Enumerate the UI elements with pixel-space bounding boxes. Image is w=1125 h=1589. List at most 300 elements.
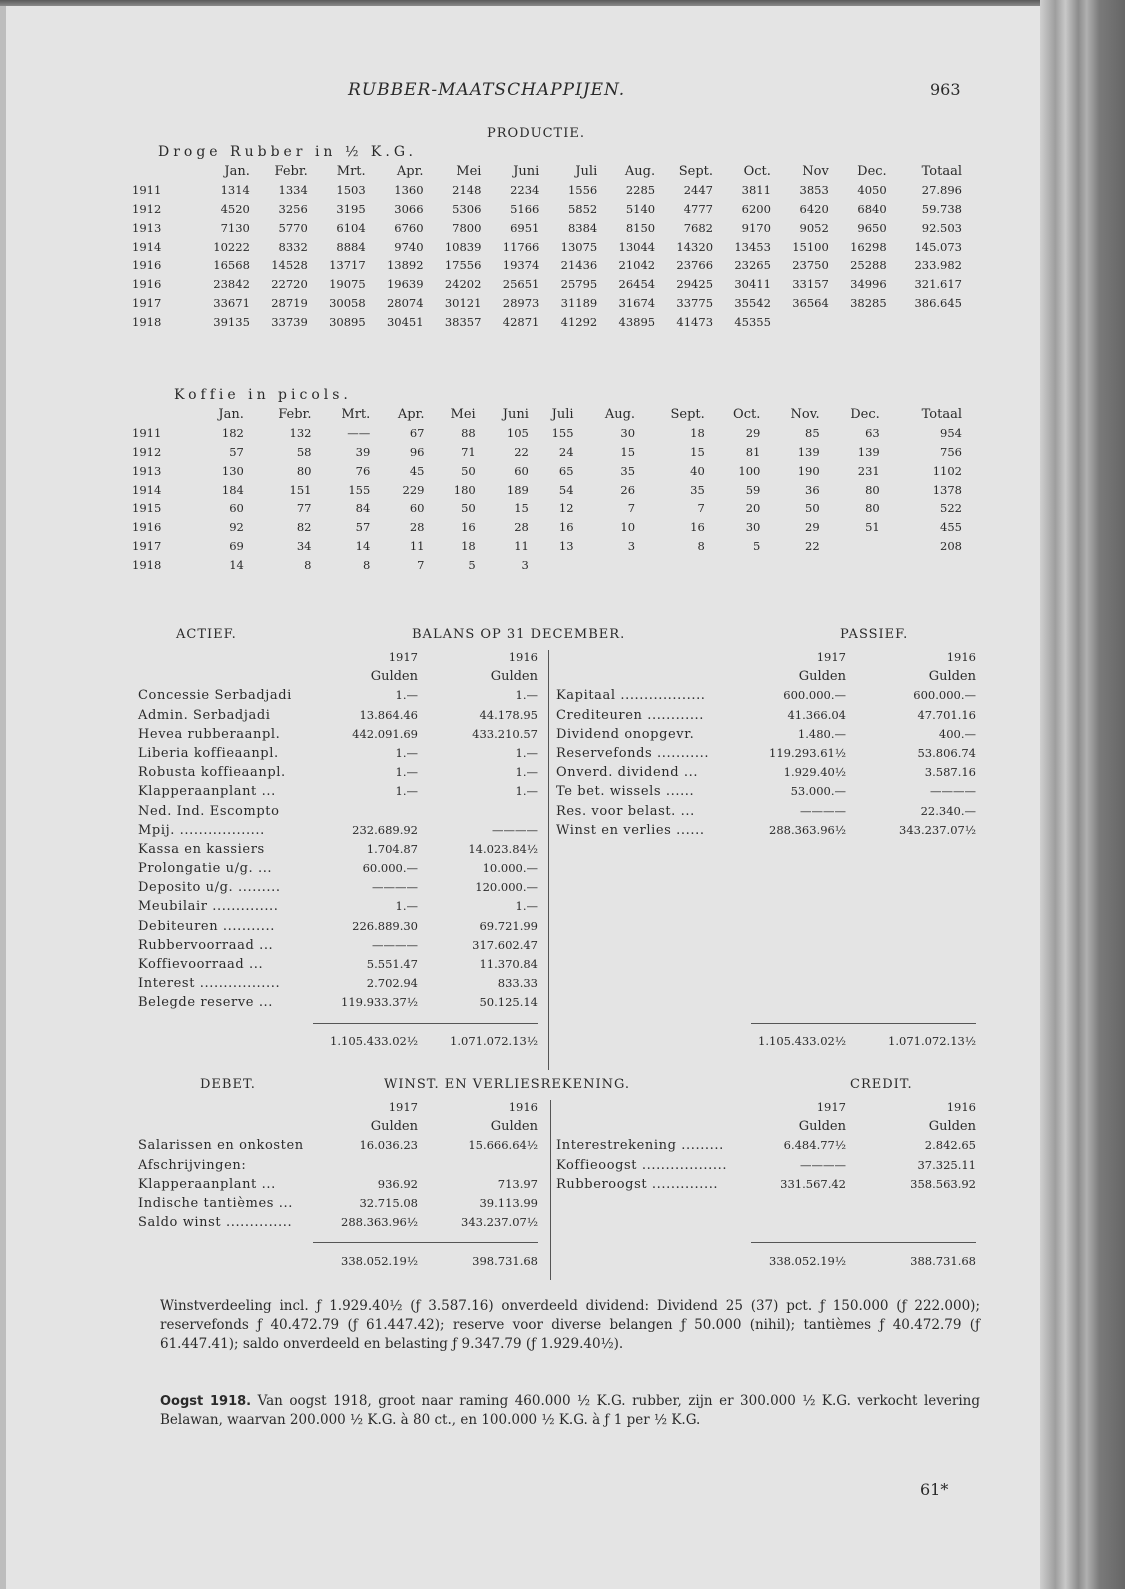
- value-cell: 13: [558, 538, 574, 553]
- total-1916: 1.071.072.13½: [888, 1033, 976, 1048]
- column-header: Mei: [450, 406, 476, 422]
- value-cell: 15100: [792, 239, 829, 254]
- value-cell: 5140: [625, 201, 656, 216]
- value-cell: 5166: [510, 201, 540, 216]
- value-cell: 7800: [452, 220, 482, 235]
- value-cell: 145.073: [914, 239, 962, 254]
- table-row: [132, 294, 962, 313]
- table-row: [132, 424, 962, 443]
- value-cell: 88: [461, 426, 476, 441]
- passief-list: [556, 648, 976, 1051]
- column-header: Totaal: [921, 163, 962, 179]
- value-cell: 180: [453, 482, 476, 497]
- rule-line: [751, 1242, 976, 1243]
- unit-1917: Gulden: [798, 669, 846, 685]
- value-1916: 1.—: [515, 745, 538, 760]
- value-cell: 13044: [618, 239, 656, 254]
- value-cell: 38357: [444, 314, 482, 329]
- debet-list: [138, 1098, 548, 1271]
- value-cell: 22720: [271, 277, 308, 292]
- ledger-label: Ned. Ind. Escompto: [138, 803, 280, 819]
- total-1916: 1.071.072.13½: [450, 1033, 538, 1048]
- value-cell: 522: [940, 501, 962, 516]
- total-1917: 338.052.19½: [769, 1253, 846, 1268]
- rule-line: [313, 1023, 538, 1024]
- value-cell: 34: [296, 538, 312, 553]
- value-cell: 30451: [386, 314, 424, 329]
- totals-row: [138, 1252, 548, 1271]
- unit-1916: Gulden: [490, 669, 538, 685]
- column-header: Sept.: [678, 163, 714, 179]
- year-cell: 1911: [132, 183, 162, 198]
- value-1916: 53.806.74: [917, 745, 976, 760]
- ledger-label: Salarissen en onkosten: [138, 1138, 304, 1154]
- spacer: [556, 936, 976, 955]
- ledger-row: [138, 974, 548, 993]
- value-1916: 343.237.07½: [899, 822, 976, 837]
- year-header: [132, 405, 192, 424]
- value-1916: 11.370.84: [479, 957, 538, 971]
- value-cell: 6104: [336, 220, 366, 235]
- value-cell: 58: [296, 444, 312, 459]
- value-1916: 1.—: [515, 784, 538, 799]
- value-cell: 19075: [329, 277, 366, 292]
- year-1916: 1916: [946, 650, 976, 664]
- table-row: [132, 237, 962, 256]
- year-cell: 1918: [132, 557, 162, 572]
- spacer: [556, 840, 976, 859]
- ledger-row: [556, 821, 976, 840]
- value-cell: 2285: [625, 183, 656, 198]
- value-1916: 833.33: [497, 976, 538, 991]
- value-cell: 132: [289, 426, 312, 441]
- spacer: [556, 974, 976, 993]
- value-cell: 139: [857, 444, 880, 459]
- ledger-row: [556, 686, 976, 705]
- value-1917: 331.567.42: [780, 1176, 846, 1191]
- value-1917: 13.864.46: [359, 707, 418, 722]
- spacer: [556, 897, 976, 916]
- value-1917: 5.551.47: [366, 957, 418, 971]
- column-header: Sept.: [670, 406, 705, 422]
- value-1917: 1.—: [395, 745, 418, 760]
- year-cell: 1915: [132, 501, 162, 516]
- value-cell: 92: [229, 520, 244, 535]
- header-row: [132, 162, 962, 181]
- ledger-label: Interest .................: [138, 976, 281, 992]
- ledger-label: Rubberoogst ..............: [556, 1176, 719, 1192]
- value-cell: 19374: [502, 258, 540, 273]
- value-1917: 1.—: [395, 784, 418, 799]
- year-cell: 1917: [132, 538, 162, 553]
- value-1916: 343.237.07½: [461, 1215, 538, 1230]
- koffie-caption: Koffie in picols.: [174, 387, 352, 403]
- winst-divider: [550, 1100, 551, 1280]
- value-cell: 25651: [502, 277, 540, 292]
- value-cell: 2234: [510, 183, 540, 198]
- value-cell: 17556: [444, 258, 482, 273]
- value-cell: 84: [355, 501, 371, 516]
- total-1917: 1.105.433.02½: [758, 1033, 846, 1048]
- value-cell: 3811: [741, 183, 771, 198]
- value-cell: 29: [805, 520, 820, 535]
- unit-header-row: [556, 667, 976, 686]
- table-row: [132, 200, 962, 219]
- value-cell: 8884: [336, 239, 366, 254]
- ledger-row: [556, 782, 976, 801]
- year-1916: 1916: [508, 650, 538, 664]
- winst-title: WINST. EN VERLIESREKENING.: [384, 1077, 631, 1092]
- ledger-label: Meubilair ..............: [138, 899, 279, 915]
- ledger-row: [138, 725, 548, 744]
- year-cell: 1913: [132, 220, 162, 235]
- value-cell: [887, 312, 962, 331]
- value-cell: 1503: [336, 183, 366, 198]
- value-cell: 2148: [452, 183, 482, 198]
- passief-title: PASSIEF.: [840, 627, 909, 642]
- value-cell: 23842: [213, 277, 250, 292]
- value-cell: 59: [745, 482, 761, 497]
- value-cell: 14528: [271, 258, 308, 273]
- value-1917: 1.—: [395, 899, 418, 914]
- oogst-label: Oogst 1918.: [160, 1394, 252, 1409]
- value-cell: 6760: [394, 220, 424, 235]
- ledger-row: [556, 763, 976, 782]
- year-header-row: [556, 648, 976, 667]
- value-1917: 53.000.—: [790, 784, 846, 799]
- column-header: Jan.: [218, 406, 244, 422]
- value-1917: 442.091.69: [352, 726, 418, 741]
- value-cell: 8150: [625, 220, 656, 235]
- value-cell: 41292: [560, 314, 598, 329]
- value-1916: 10.000.—: [482, 861, 538, 876]
- ledger-label: Prolongatie u/g. ...: [138, 861, 273, 877]
- year-cell: 1912: [132, 444, 162, 459]
- value-cell: 57: [229, 444, 244, 459]
- value-cell: 10839: [444, 239, 482, 254]
- spacer: [556, 1194, 976, 1213]
- value-cell: 76: [355, 463, 371, 478]
- value-cell: 3853: [799, 183, 829, 198]
- value-1916: 37.325.11: [917, 1157, 976, 1172]
- value-cell: 19639: [386, 277, 424, 292]
- value-cell: 25795: [560, 277, 598, 292]
- ledger-label: Res. voor belast. ...: [556, 803, 695, 819]
- year-cell: 1912: [132, 201, 162, 216]
- koffie-production-table: [132, 405, 962, 574]
- value-cell: 18: [461, 538, 476, 553]
- total-rule: [556, 1013, 976, 1032]
- value-cell: 57: [355, 520, 371, 535]
- value-cell: 7: [697, 501, 705, 516]
- column-header: Aug.: [624, 163, 656, 179]
- value-1917: 288.363.96½: [341, 1215, 418, 1230]
- value-cell: 28074: [386, 295, 424, 310]
- unit-1916: Gulden: [928, 1119, 976, 1135]
- value-cell: 35: [690, 482, 705, 497]
- year-1916: 1916: [946, 1100, 976, 1114]
- value-cell: 7682: [683, 220, 714, 235]
- total-rule: [138, 1013, 548, 1032]
- value-cell: 82: [296, 520, 312, 535]
- value-1917: 1.929.40½: [783, 765, 846, 780]
- value-cell: [820, 537, 880, 556]
- oogst-note: [160, 1392, 980, 1430]
- value-cell: 182: [221, 426, 244, 441]
- value-cell: 54: [558, 482, 574, 497]
- ledger-row: [556, 1175, 976, 1194]
- value-1917: 232.689.92: [352, 822, 418, 837]
- value-cell: ——: [347, 426, 371, 441]
- ledger-row: [138, 802, 548, 821]
- value-1916: 713.97: [497, 1176, 538, 1191]
- debet-title: DEBET.: [200, 1077, 256, 1092]
- table-row: [132, 312, 962, 331]
- value-cell: 8384: [567, 220, 598, 235]
- ledger-label: Debiteuren ...........: [138, 918, 275, 934]
- value-1917: 1.—: [395, 688, 418, 703]
- year-header-row: [138, 1098, 548, 1117]
- column-header: Dec.: [850, 406, 880, 422]
- value-1916: 14.023.84½: [468, 841, 538, 856]
- value-cell: 16: [461, 520, 476, 535]
- ledger-label: Indische tantièmes ...: [138, 1195, 293, 1211]
- value-cell: 65: [558, 463, 574, 478]
- value-cell: 231: [857, 463, 880, 478]
- ledger-label: Interestrekening .........: [556, 1138, 724, 1154]
- value-cell: 35: [620, 463, 636, 478]
- value-cell: 5852: [567, 201, 598, 216]
- value-1917: 16.036.23: [359, 1138, 418, 1153]
- spacer: [556, 859, 976, 878]
- value-1916: 400.—: [938, 726, 976, 741]
- column-header: Febr.: [274, 163, 308, 179]
- value-cell: 2447: [683, 183, 714, 198]
- value-cell: 9650: [857, 220, 887, 235]
- value-cell: 9052: [799, 220, 829, 235]
- value-cell: 33671: [213, 295, 250, 310]
- rubber-caption: Droge Rubber in ½ K.G.: [158, 144, 417, 160]
- unit-1917: Gulden: [370, 1119, 418, 1135]
- year-1917: 1917: [388, 1100, 418, 1114]
- value-cell: 45: [409, 463, 425, 478]
- signature-mark: 61*: [920, 1480, 949, 1499]
- value-cell: 60: [514, 463, 529, 478]
- table-row: [132, 555, 962, 574]
- column-header: Dec.: [857, 163, 887, 179]
- value-cell: 80: [865, 482, 880, 497]
- ledger-label: Deposito u/g. .........: [138, 880, 281, 896]
- actief-list: [138, 648, 548, 1051]
- value-cell: 12: [558, 501, 574, 516]
- value-1916: 120.000.—: [475, 880, 538, 895]
- spacer: [556, 878, 976, 897]
- value-cell: 954: [940, 426, 962, 441]
- value-cell: 455: [940, 520, 962, 535]
- value-cell: 33739: [271, 314, 308, 329]
- value-1916: 433.210.57: [472, 726, 538, 741]
- value-cell: 22: [514, 444, 529, 459]
- column-header: Jan.: [224, 163, 250, 179]
- table-row: [132, 181, 962, 200]
- value-cell: 1334: [278, 183, 308, 198]
- value-1917: ————: [372, 880, 418, 895]
- value-cell: 184: [221, 482, 244, 497]
- total-1917: 1.105.433.02½: [330, 1033, 418, 1048]
- value-1917: 6.484.77½: [783, 1138, 846, 1153]
- value-cell: [829, 312, 887, 331]
- value-cell: 233.982: [914, 258, 962, 273]
- running-header: RUBBER-MAATSCHAPPIJEN.: [348, 80, 626, 100]
- value-cell: 1102: [932, 463, 962, 478]
- value-1916: ————: [930, 784, 976, 799]
- ledger-row: [556, 706, 976, 725]
- value-cell: 50: [461, 501, 476, 516]
- value-cell: 80: [296, 463, 312, 478]
- ledger-label: Reservefonds ...........: [556, 745, 710, 761]
- ledger-row: [138, 1136, 548, 1155]
- ledger-row: [138, 1156, 548, 1175]
- value-cell: 3195: [336, 201, 366, 216]
- column-header: Mrt.: [336, 163, 366, 179]
- value-cell: 33157: [792, 277, 829, 292]
- value-cell: 321.617: [914, 277, 962, 292]
- value-cell: 4520: [220, 201, 250, 216]
- value-cell: 28: [514, 520, 529, 535]
- value-cell: 30895: [329, 314, 366, 329]
- value-cell: 30121: [444, 295, 482, 310]
- ledger-row: [556, 802, 976, 821]
- total-rule: [138, 1232, 548, 1251]
- value-cell: 155: [348, 482, 371, 497]
- value-cell: 105: [506, 426, 529, 441]
- balans-divider: [548, 650, 549, 1070]
- value-cell: 10222: [213, 239, 250, 254]
- value-cell: 23750: [792, 258, 829, 273]
- value-1916: 47.701.16: [917, 707, 976, 722]
- column-header: Juni: [502, 406, 529, 422]
- year-header-row: [556, 1098, 976, 1117]
- ledger-label: Robusta koffieaanpl.: [138, 765, 286, 781]
- value-cell: 50: [805, 501, 820, 516]
- total-1916: 388.731.68: [910, 1253, 976, 1268]
- column-header: Juli: [575, 163, 598, 179]
- value-cell: 14: [355, 538, 371, 553]
- value-cell: 386.645: [914, 295, 962, 310]
- value-cell: 7: [417, 557, 425, 572]
- value-1916: ————: [492, 822, 538, 837]
- value-cell: 4050: [857, 183, 887, 198]
- value-cell: 41473: [676, 314, 714, 329]
- value-cell: 8: [304, 557, 312, 572]
- productie-title: PRODUCTIE.: [487, 126, 585, 141]
- value-cell: 38285: [850, 295, 887, 310]
- value-cell: 42871: [502, 314, 540, 329]
- value-1917: 119.293.61½: [769, 745, 846, 760]
- column-header: Apr.: [396, 163, 424, 179]
- ledger-row: [556, 1156, 976, 1175]
- ledger-row: [556, 725, 976, 744]
- value-1917: 60.000.—: [362, 861, 418, 876]
- ledger-row: [138, 1194, 548, 1213]
- value-cell: [705, 555, 761, 574]
- total-1916: 398.731.68: [472, 1253, 538, 1268]
- value-cell: [820, 555, 880, 574]
- ledger-row: [138, 821, 548, 840]
- value-1916: 358.563.92: [910, 1176, 976, 1191]
- balans-title: BALANS OP 31 DECEMBER.: [412, 627, 626, 642]
- value-cell: 10: [620, 520, 636, 535]
- column-header: Juli: [551, 406, 574, 422]
- ledger-row: [138, 763, 548, 782]
- value-cell: 33775: [676, 295, 714, 310]
- ledger-label: Mpij. ..................: [138, 822, 265, 838]
- book-spine: [1040, 0, 1125, 1589]
- value-cell: 77: [296, 501, 312, 516]
- ledger-label: Crediteuren ............: [556, 707, 705, 723]
- value-cell: 39135: [213, 314, 250, 329]
- value-1917: ————: [800, 1157, 846, 1172]
- value-cell: 30058: [329, 295, 366, 310]
- value-cell: 16298: [850, 239, 887, 254]
- year-header-row: [138, 648, 548, 667]
- year-1917: 1917: [816, 650, 846, 664]
- value-cell: 3066: [394, 201, 424, 216]
- value-1916: 15.666.64½: [468, 1138, 538, 1153]
- table-row: [132, 256, 962, 275]
- page-number: 963: [930, 80, 961, 99]
- oogst-text: Van oogst 1918, groot naar raming 460.000 ½ K.G. rubber, zijn er 300.000 ½ K.G. verkocht levering Belawan, waarvan 200.000 ½ K.G. à 80 ct., en 100.000 ½ K.G. à ƒ 1 per ½ K.G.: [160, 1393, 980, 1428]
- value-cell: 208: [940, 538, 962, 553]
- value-cell: [760, 555, 819, 574]
- value-1917: 288.363.96½: [769, 822, 846, 837]
- ledger-row: [138, 782, 548, 801]
- value-cell: 13075: [560, 239, 598, 254]
- value-cell: 85: [805, 426, 820, 441]
- value-cell: 25288: [850, 258, 887, 273]
- value-cell: 16568: [213, 258, 250, 273]
- unit-1916: Gulden: [490, 1119, 538, 1135]
- year-1917: 1917: [816, 1100, 846, 1114]
- value-cell: 7: [627, 501, 636, 516]
- value-1916: 50.125.14: [479, 995, 538, 1010]
- totals-row: [556, 1252, 976, 1271]
- ledger-row: [138, 706, 548, 725]
- value-cell: 80: [865, 501, 880, 516]
- column-header: Juni: [513, 163, 540, 179]
- value-1916: 44.178.95: [479, 707, 538, 722]
- value-cell: 229: [402, 482, 425, 497]
- column-header: Apr.: [397, 406, 425, 422]
- credit-list: [556, 1098, 976, 1271]
- value-cell: 35542: [734, 295, 771, 310]
- value-cell: 11: [514, 538, 529, 553]
- ledger-label: Concessie Serbadjadi: [138, 688, 292, 704]
- value-cell: 71: [461, 444, 476, 459]
- ledger-label: Saldo winst ..............: [138, 1215, 293, 1231]
- value-cell: [771, 312, 829, 331]
- ledger-row: [138, 917, 548, 936]
- year-cell: 1913: [132, 463, 162, 478]
- unit-header-row: [556, 1117, 976, 1136]
- value-cell: 13453: [734, 239, 771, 254]
- value-1917: 119.933.37½: [341, 995, 418, 1010]
- value-cell: 100: [738, 463, 761, 478]
- value-cell: 13892: [386, 258, 424, 273]
- value-cell: 9170: [741, 220, 771, 235]
- value-cell: 151: [289, 482, 312, 497]
- value-1917: 600.000.—: [783, 688, 846, 703]
